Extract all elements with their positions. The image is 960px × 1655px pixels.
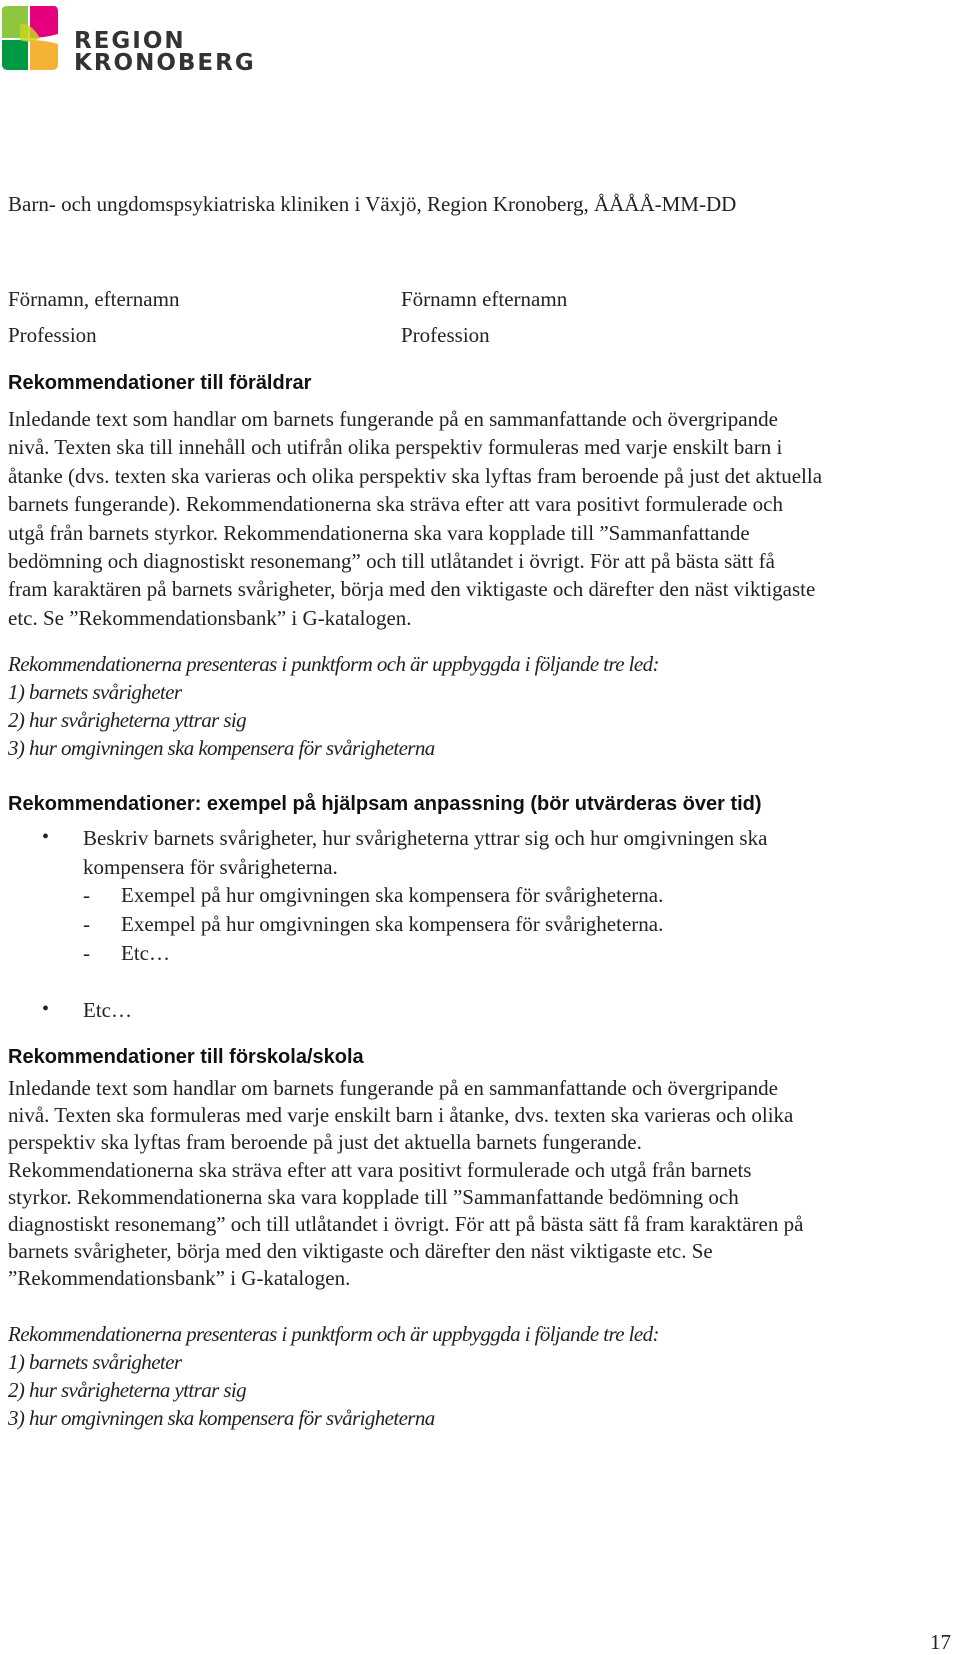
structure-line: Rekommendationerna presenteras i punktform och är uppbyggda i följande tre led: <box>8 652 659 676</box>
paragraph-line: fram karaktären på barnets svårigheter, börja med den viktigaste och därefter den näst viktigaste <box>8 577 816 602</box>
dash-item-2: Exempel på hur omgivningen ska kompensera för svårigheterna. <box>121 912 664 936</box>
logo-mark-icon <box>0 4 60 72</box>
dash-marker: - <box>83 912 90 936</box>
structure-line: 3) hur omgivningen ska kompensera för svårigheterna <box>8 1406 435 1430</box>
paragraph-line: Rekommendationerna ska sträva efter att vara positivt formulerade och utgå från barnets <box>8 1157 752 1182</box>
dash-marker: - <box>83 941 90 965</box>
paragraph-line: nivå. Texten ska formuleras med varje enskilt barn i åtanke, dvs. texten ska varieras och olika <box>8 1103 794 1128</box>
paragraph-line: nivå. Texten ska till innehåll och utifrån olika perspektiv formuleras med varje enskilt barn i <box>8 435 783 460</box>
paragraph-line: bedömning och diagnostiskt resonemang” och till utlåtandet i övrigt. För att på bästa sätt få <box>8 549 775 574</box>
structure-line: 1) barnets svårigheter <box>8 1350 182 1374</box>
paragraph-line: diagnostiskt resonemang” och till utlåtandet i övrigt. För att på bästa sätt få fram karaktären på <box>8 1212 804 1237</box>
dash-marker: - <box>83 883 90 907</box>
section-parents-structure <box>8 650 953 762</box>
section-heading-school: Rekommendationer till förskola/skola <box>8 1046 364 1068</box>
dash-item-1: Exempel på hur omgivningen ska kompensera för svårigheterna. <box>121 883 664 907</box>
clinic-date-line: Barn- och ungdomspsykiatriska kliniken i Växjö, Region Kronoberg, ÅÅÅÅ-MM-DD <box>8 192 737 216</box>
bullet-item-1 <box>83 824 767 881</box>
section-school-intro <box>8 1075 953 1293</box>
paragraph-line: barnets svårigheter, börja med den viktigaste och därefter den näst viktigaste etc. Se <box>8 1239 713 1264</box>
paragraph-line: utgå från barnets styrkor. Rekommendationerna ska vara kopplade till ”Sammanfattande <box>8 520 750 545</box>
section-heading-parents: Rekommendationer till föräldrar <box>8 372 312 394</box>
bullet-marker: • <box>42 826 50 848</box>
section-heading-example: Rekommendationer: exempel på hjälpsam anpassning (bör utvärderas över tid) <box>8 793 762 815</box>
bullet-line: kompensera för svårigheterna. <box>83 854 338 879</box>
structure-line: 2) hur svårigheterna yttrar sig <box>8 1378 247 1402</box>
signatory-1-name: Förnamn, efternamn <box>8 287 180 311</box>
page-number: 17 <box>930 1630 951 1654</box>
dash-item-3: Etc… <box>121 941 170 965</box>
paragraph-line: Inledande text som handlar om barnets fungerande på en sammanfattande och övergripande <box>8 407 778 431</box>
logo-line-region: REGION <box>74 28 186 54</box>
section-parents-intro <box>8 405 953 632</box>
bullet-marker: • <box>42 998 50 1020</box>
bullet-line: Beskriv barnets svårigheter, hur svårigheterna yttrar sig och hur omgivningen ska <box>83 826 768 850</box>
paragraph-line: etc. Se ”Rekommendationsbank” i G-katalogen. <box>8 605 412 630</box>
structure-line: Rekommendationerna presenteras i punktform och är uppbyggda i följande tre led: <box>8 1322 659 1346</box>
region-kronoberg-logo <box>0 4 256 76</box>
paragraph-line: styrkor. Rekommendationerna ska vara kopplade till ”Sammanfattande bedömning och <box>8 1184 739 1209</box>
paragraph-line: Inledande text som handlar om barnets fungerande på en sammanfattande och övergripande <box>8 1076 778 1100</box>
paragraph-line: åtanke (dvs. texten ska varieras och olika perspektiv ska lyftas fram beroende på just det aktuella <box>8 463 823 488</box>
structure-line: 2) hur svårigheterna yttrar sig <box>8 708 247 732</box>
signatory-1-profession: Profession <box>8 323 97 347</box>
signatory-2-name: Förnamn efternamn <box>401 287 568 311</box>
paragraph-line: ”Rekommendationsbank” i G-katalogen. <box>8 1266 351 1291</box>
paragraph-line: barnets fungerande). Rekommendationerna ska sträva efter att vara positivt formulerade och <box>8 492 783 517</box>
signatory-2-profession: Profession <box>401 323 490 347</box>
logo-line-kronoberg: KRONOBERG <box>74 50 256 76</box>
structure-line: 3) hur omgivningen ska kompensera för svårigheterna <box>8 736 435 760</box>
section-school-structure <box>8 1320 953 1432</box>
bullet-item-2: Etc… <box>83 998 132 1022</box>
paragraph-line: perspektiv ska lyftas fram beroende på just det aktuella barnets fungerande. <box>8 1130 642 1155</box>
structure-line: 1) barnets svårigheter <box>8 680 182 704</box>
